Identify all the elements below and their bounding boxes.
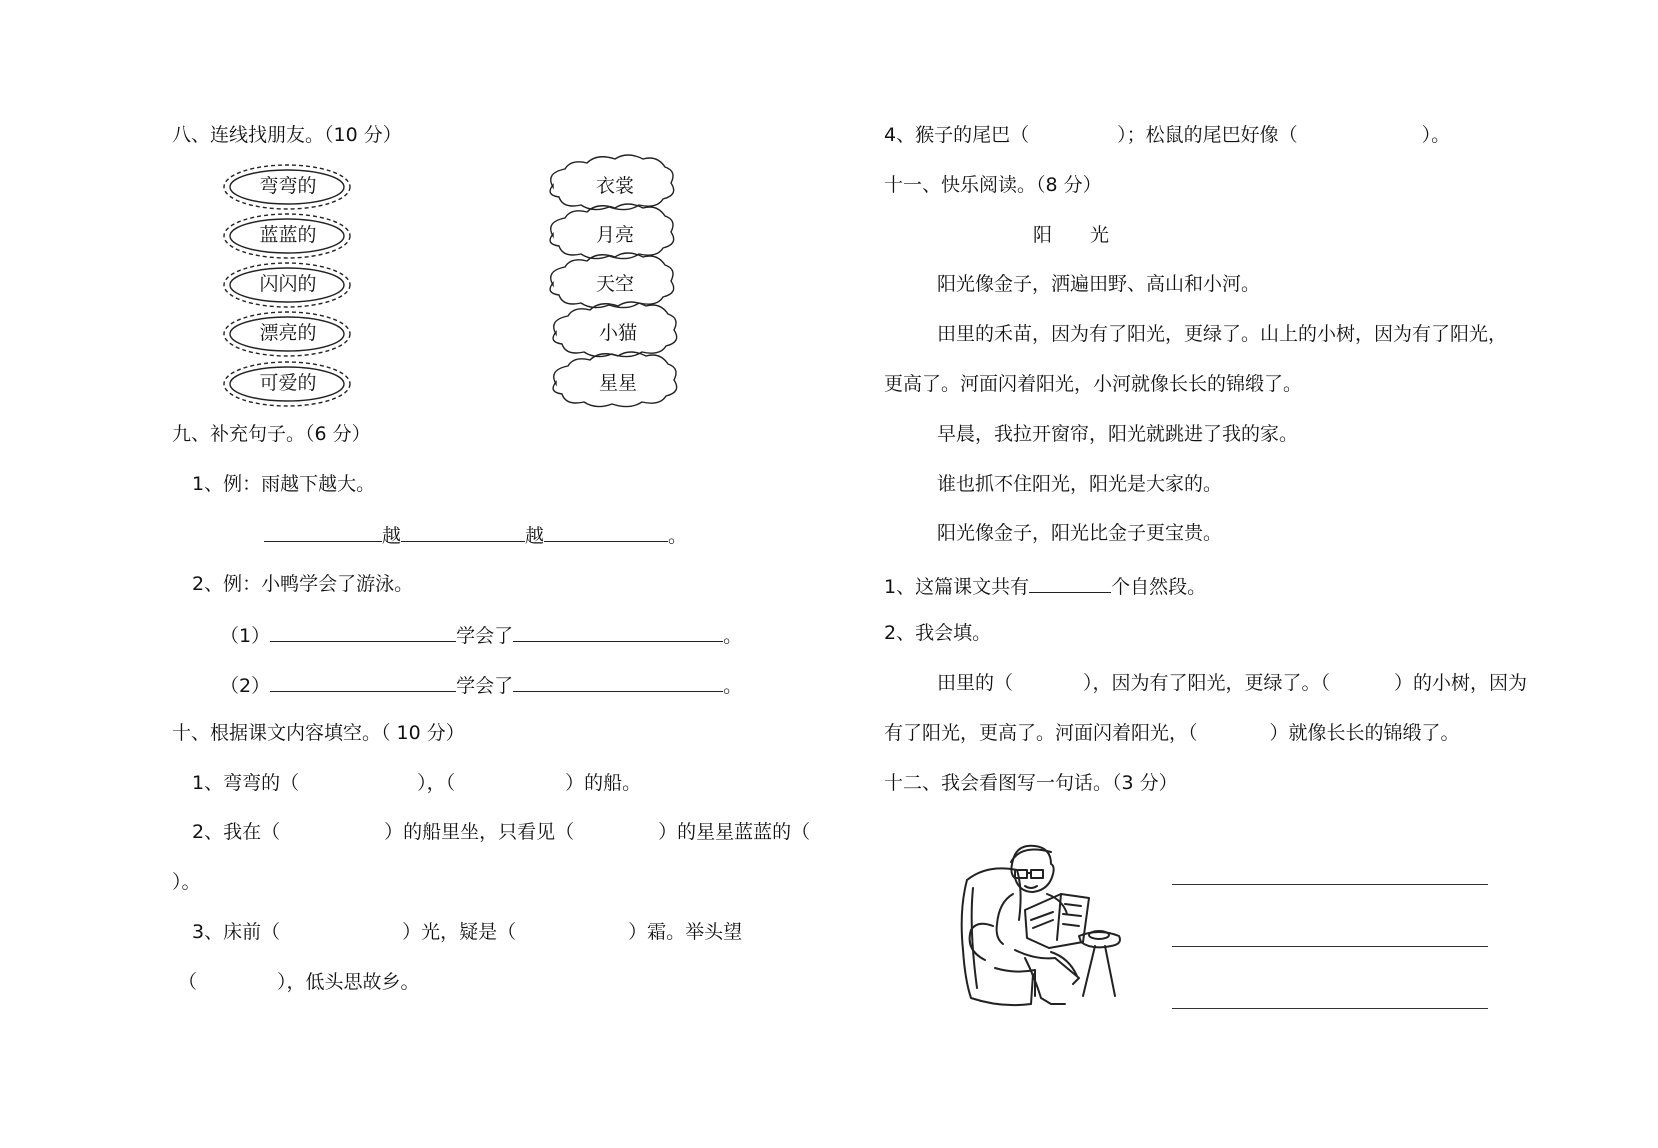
q11-fill-line1 [937, 671, 1527, 695]
q11-q2: 2、我会填。 [884, 622, 992, 644]
text: 4、猴子的尾巴（ [884, 124, 1030, 146]
q11-fill-line2 [884, 721, 1460, 745]
blank-line[interactable] [544, 521, 668, 542]
text: 2、我在（ [192, 821, 281, 843]
blank-line[interactable] [264, 521, 382, 542]
yue-text: 越 [525, 525, 545, 547]
right-word[interactable]: 衣裳 [595, 175, 634, 197]
passage-p2-line1: 田里的禾苗，因为有了阳光，更绿了。山上的小树，因为有了阳光， [937, 323, 1508, 345]
sub-number: （1） [220, 625, 271, 647]
right-word[interactable]: 小猫 [598, 322, 637, 344]
passage-p5: 阳光像金子，阳光比金子更宝贵。 [937, 522, 1223, 544]
text: ）霜。举头望 [628, 921, 743, 943]
xuehuile-text: 学会了 [456, 675, 514, 697]
xuehuile-text: 学会了 [456, 625, 514, 647]
blank-line[interactable] [270, 671, 456, 692]
text: 有了阳光，更高了。河面闪着阳光，（ [884, 722, 1198, 744]
period-text: 。 [723, 625, 743, 647]
left-word[interactable]: 蓝蓝的 [259, 224, 317, 246]
text: 个自然段。 [1111, 576, 1207, 598]
left-word[interactable]: 弯弯的 [259, 175, 317, 197]
text: ）的船里坐，只看见（ [384, 821, 575, 843]
sub-number: （2） [220, 675, 271, 697]
blank-line[interactable] [270, 621, 456, 642]
passage-p2-line2: 更高了。河面闪着阳光，小河就像长长的锦缎了。 [884, 373, 1303, 395]
writing-line[interactable] [1172, 946, 1488, 947]
text: ）就像长长的锦缎了。 [1269, 722, 1460, 744]
right-word[interactable]: 天空 [595, 273, 634, 295]
text: ）的星星蓝蓝的（ [658, 821, 811, 843]
text: ），因为有了阳光，更绿了。（ [1083, 672, 1331, 694]
q9-sub2 [220, 671, 742, 698]
writing-line[interactable] [1172, 1008, 1488, 1009]
text: ）的小树，因为 [1394, 672, 1528, 694]
text: 1、弯弯的（ [192, 772, 300, 794]
q9-item2-example: 2、例：小鸭学会了游泳。 [192, 573, 414, 595]
q9-item1-fill [264, 521, 687, 548]
q11-q1 [884, 572, 1206, 599]
passage-title: 阳 光 [1033, 224, 1110, 246]
text: ）。 [1421, 124, 1451, 146]
text: 1、这篇课文共有 [884, 576, 1030, 598]
q10-item4 [884, 123, 1450, 147]
yue-text: 越 [382, 525, 402, 547]
blank-line[interactable] [513, 671, 723, 692]
q9-item1-example: 1、例：雨越下越大。 [192, 473, 376, 495]
passage-p3: 早晨，我拉开窗帘，阳光就跳进了我的家。 [937, 423, 1299, 445]
right-word[interactable]: 月亮 [595, 224, 634, 246]
q10-item2-cont: ）。 [172, 871, 201, 893]
q10-title: 十、根据课文内容填空。（ 10 分） [172, 722, 465, 744]
text: ）；松鼠的尾巴好像（ [1117, 124, 1298, 146]
q11-title: 十一、快乐阅读。（8 分） [884, 174, 1102, 196]
q10-item3 [192, 920, 742, 944]
passage-p1: 阳光像金子，洒遍田野、高山和小河。 [937, 273, 1261, 295]
writing-line[interactable] [1172, 884, 1488, 885]
text: ）的船。 [565, 772, 642, 794]
q10-item2 [192, 820, 810, 844]
q12-title: 十二、我会看图写一句话。（3 分） [884, 772, 1178, 794]
text: 3、床前（ [192, 921, 281, 943]
left-word[interactable]: 闪闪的 [259, 273, 317, 295]
q8-title: 八、连线找朋友。（10 分） [172, 124, 402, 146]
text: ），（ [417, 772, 456, 794]
blank-line[interactable] [401, 521, 525, 542]
man-reading-newspaper-illustration [955, 840, 1135, 1015]
left-word[interactable]: 可爱的 [259, 372, 317, 394]
text: ），低头思故乡。 [277, 971, 420, 993]
blank-line[interactable] [1029, 572, 1111, 593]
period-text: 。 [723, 675, 743, 697]
text: ）光，疑是（ [402, 921, 517, 943]
left-word[interactable]: 漂亮的 [259, 322, 317, 344]
blank-line[interactable] [513, 621, 723, 642]
q9-title: 九、补充句子。（6 分） [172, 423, 371, 445]
period-text: 。 [668, 525, 688, 547]
text: 田里的（ [937, 672, 1014, 694]
text: （ [178, 971, 198, 993]
right-word[interactable]: 星星 [598, 372, 637, 394]
q10-item3-cont [178, 970, 420, 994]
passage-p4: 谁也抓不住阳光，阳光是大家的。 [937, 473, 1223, 495]
q10-item1 [192, 771, 641, 795]
q9-sub1 [220, 621, 742, 648]
